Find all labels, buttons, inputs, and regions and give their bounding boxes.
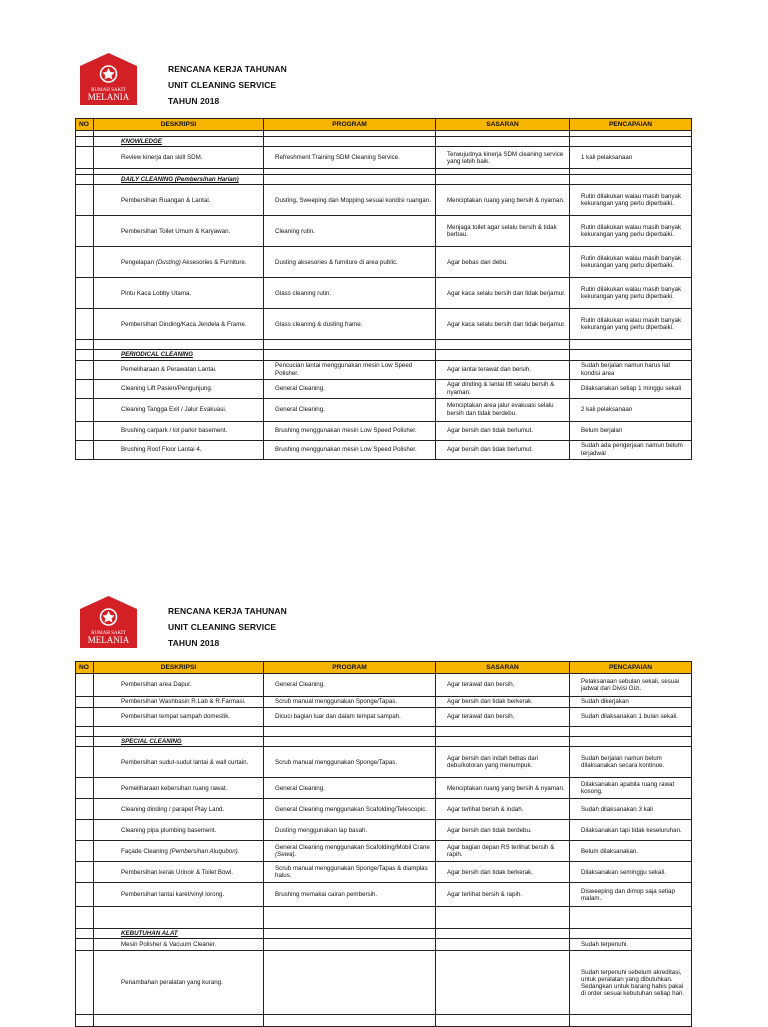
table-row: Pintu Kaca Lobby Utama. Glass cleaning rutin. Agar kaca selalu bersih dan tidak berjamur. Rutin dilakukan walau masih banyak kekurangan yang perlu diperbaiki. <box>76 278 692 309</box>
table-row: Pengelapan (Dusting) Aksesories & Furniture. Dusting aksesories & furniture di area public. Agar bebas dari debu. Rutin dilakukan walau masih banyak kekurangan yang perlu diperbaiki. <box>76 247 692 278</box>
melania-logo <box>80 53 137 105</box>
svg-text:RUMAH SAKIT: RUMAH SAKIT <box>91 88 126 93</box>
table-row: Penambahan peralatan yang kurang. Sudah terpenuhi sebelum akreditasi, untuk peralatan yang dibutuhkan. Sedangkan untuk barang habis pakai di order sesuai kebutuhan setiap hari. <box>76 951 692 1015</box>
table-row: Pembersihan lantai karet/vinyl lorong. Brushing memakai cairan pembersih. Agar terlihat bersih & rapih. Disweeping dan dimop saja setiap malam. <box>76 883 692 907</box>
document-heading <box>168 603 287 651</box>
table-row: Façade Cleaning (Pembersihan Aluqubon). General Cleaning menggunakan Scafolding/Mobil Crane (Sewa). Agar bagian depan RS terlihat bersih & rapih. Belum dilaksanakan. <box>76 841 692 862</box>
table-row: Brushing carpark / lot parkir basement. Brushing menggunakan mesin Low Speed Polisher. Agar bersih dan tidak berlumut. Belum berjalan <box>76 421 692 440</box>
melania-logo <box>80 596 137 648</box>
table-row: Pembersihan Toilet Umum & Karyawan. Cleaning rutin. Menjaga toilet agar selalu bersih & tidak berbau. Rutin dilakukan walau masih banyak kekurangan yang perlu diperbaiki. <box>76 216 692 247</box>
table-header: NO DESKRIPSI PROGRAM SASARAN PENCAPAIAN <box>76 119 692 131</box>
table-row: Mesin Polisher & Vacuum Cleaner. Sudah terpenuhi. <box>76 939 692 951</box>
table-row: Pemeliharaan & Perawatan Lantai. Pencucian lantai menggunakan mesin Low Speed Polisher. Agar lantai terawat dan bersih. Sudah berjalan namun harus liat kondisi area <box>76 360 692 379</box>
document-heading <box>168 61 287 109</box>
work-plan-table-2 <box>75 661 692 1027</box>
table-row: Cleaning pipa plumbing basement. Dusting menggunakan lap basah. Agar bersih dan tidak berdebu. Dilaksanakan tapi tidak keseluruhan. <box>76 820 692 841</box>
section-row: SPECIAL CLEANING <box>76 737 692 747</box>
doc-unit: UNIT CLEANING SERVICE <box>168 80 277 90</box>
spacer-row <box>76 340 692 350</box>
section-row: PERIODICAL CLEANING <box>76 350 692 360</box>
spacer-row <box>76 907 692 929</box>
table-row: Pembersihan tempat sampah domestik. Dicuci bagian luar dan dalam tempat sampah. Agar terawat dan bersih. Sudah dilaksanakan 1 bulan sekali. <box>76 708 692 727</box>
work-plan-table-1 <box>75 118 692 460</box>
table-row: Pembersihan Washbasin R.Lab & R.Farmasi. Scrub manual menggunakan Sponge/Tapas. Agar bersih dan tidak berkerak. Sudah dikerjakan <box>76 697 692 708</box>
table-row: Cleaning Lift Pasien/Pengunjung. General Cleaning. Agar dinding & lantai lift selalu bersih & nyaman. Dilaksanakan setiap 1 minggu sekali <box>76 379 692 398</box>
doc-year: TAHUN 2018 <box>168 96 220 106</box>
table-row: Cleaning dinding / parapet Play Land. General Cleaning menggunakan Scafolding/Telescopic. Agar terlihat bersih & indah. Sudah dilaksanakan 3 kali <box>76 799 692 820</box>
doc-title: RENCANA KERJA TAHUNAN <box>168 64 287 74</box>
table-row: Pembersihan kerak Urinoir & Toilet Bowl. Scrub manual menggunakan Sponge/Tapas & diamplas halus. Agar bersih dan tidak berkerak. Dilaksanakan seminggu sekali. <box>76 862 692 883</box>
table-row: Cleaning Tangga Exit / Jalur Evakuasi. General Cleaning. Menciptakan area jalur evakuasi selalu bersih dan tidak berdebu. 2 kali pelaksanaan <box>76 398 692 421</box>
table-row: Pembersihan Dinding/Kaca Jendela & Frame. Glass cleaning & dusting frame. Agar kaca selalu bersih dan tidak berjamur. Rutin dilakukan walau masih banyak kekurangan yang perlu diperbaiki. <box>76 309 692 340</box>
table-row: Review kinerja dan skill SDM. Refreshment Training SDM Cleaning Service. Terwujudnya kinerja SDM cleaning service yang lebih baik. 1 kali pelaksanaan <box>76 147 692 169</box>
svg-text:RUMAH SAKIT: RUMAH SAKIT <box>91 631 126 636</box>
table-row <box>76 1015 692 1027</box>
svg-text:MELANIA: MELANIA <box>87 635 130 645</box>
doc-title: RENCANA KERJA TAHUNAN <box>168 606 287 616</box>
table-row: Pembersihan sudut-sudut lantai & wall curtain. Scrub manual menggunakan Sponge/Tapas. Agar bersih dan indah bebas dari debu/kotoran yang menumpuk. Sudah berjalan namun belum dilaksanakan secara kontinue. <box>76 747 692 778</box>
table-row: Pembersihan area Dapur. General Cleaning. Agar terawat dan bersih. Pelaksanaan sebulan sekali, sesuai jadwal dari Divisi Gizi. <box>76 674 692 697</box>
table-row: Pemeliharaan kebersihan ruang rawat. General Cleaning. Menciptakan ruang yang bersih & nyaman. Dilaksanakan apabila ruang rawat kosong. <box>76 778 692 799</box>
section-row: DAILY CLEANING (Pembersihan Harian) <box>76 175 692 185</box>
spacer-row <box>76 727 692 737</box>
table-header: NO DESKRIPSI PROGRAM SASARAN PENCAPAIAN <box>76 662 692 674</box>
doc-year: TAHUN 2018 <box>168 638 220 648</box>
svg-text:MELANIA: MELANIA <box>87 92 130 102</box>
section-row: KNOWLEDGE <box>76 137 692 147</box>
doc-unit: UNIT CLEANING SERVICE <box>168 622 277 632</box>
section-row: KEBUTUHAN ALAT <box>76 929 692 939</box>
table-row: Pembersihan Ruangan & Lantai. Dusting, Sweeping dan Mopping sesuai kondisi ruangan. Menciptakan ruang yang bersih & nyaman. Rutin dilakukan walau masih banyak kekurangan yang perlu diperbaiki. <box>76 185 692 216</box>
table-row: Brushing Roof Floor Lantai 4. Brushing menggunakan mesin Low Speed Polisher. Agar bersih dan tidak berlumut. Sudah ada pengerjaan namun belum terjadwal <box>76 440 692 459</box>
